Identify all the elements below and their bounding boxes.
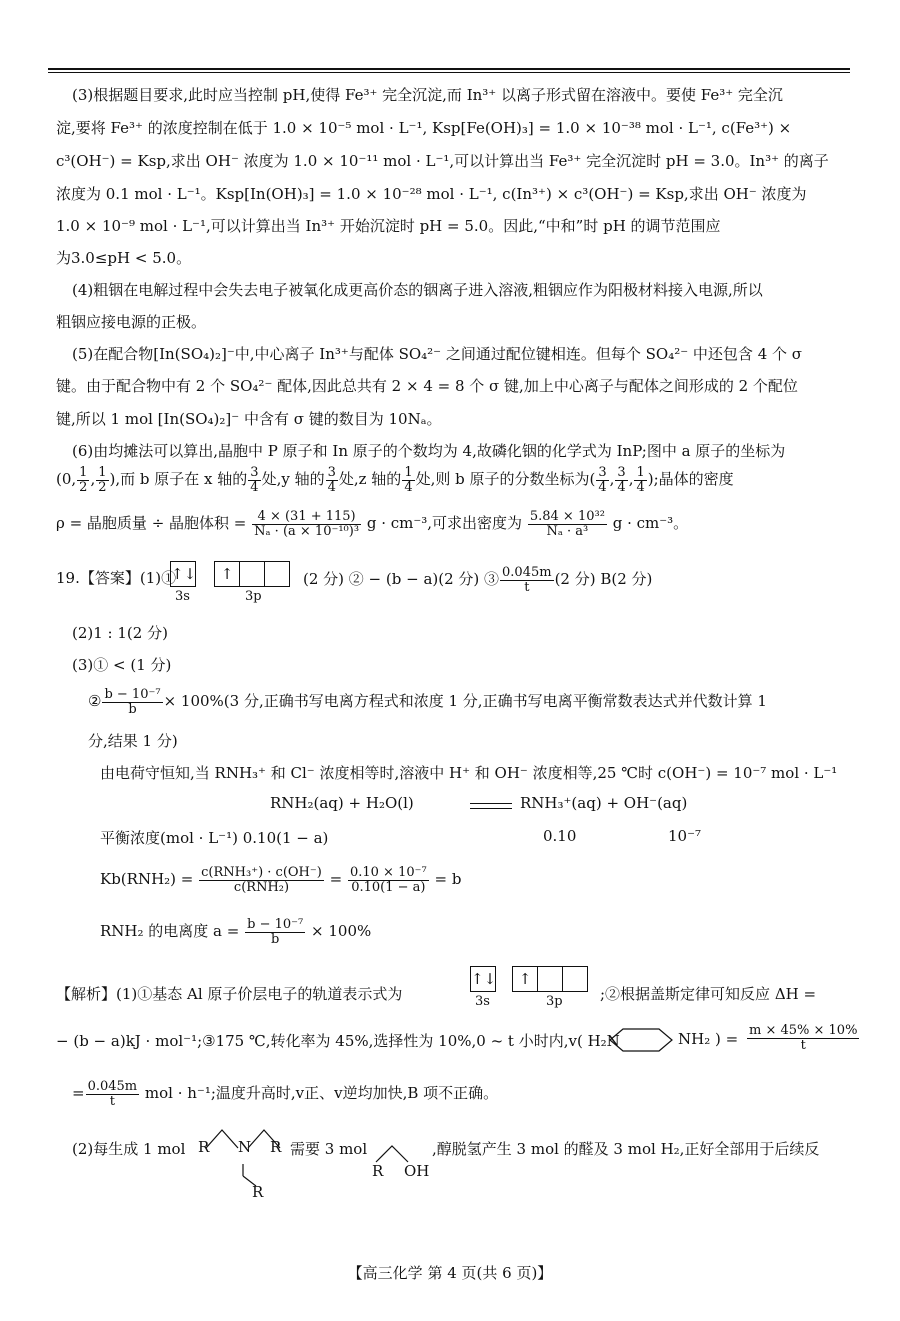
p6-line2: (0, $\frac{1}{2}$ , $\frac{1}{2}$ ),而 b 原子在 x 轴的 $\frac{3}{4}$ 处,y 轴的 $\frac{3}{4}$ 处,z 轴的 $\frac{1}{4}$ 处,则 b 原子的分数坐标为( $\frac{3}{4}$ , $\frac{3}{4}$ , $\frac{1}{4}$ );晶体的密度 bbox=[56, 464, 734, 495]
analysis-line1: 【解析】(1)①基态 Al 原子价层电子的轨道表示式为 bbox=[56, 985, 403, 1003]
q19-answer3-2: ② $\frac{\text{b − 10⁻⁷}}{b}$ × 100%(3 分,正确书写电离方程式和浓度 1 分,正确书写电离平衡常数表达式并代数计算 1 bbox=[88, 686, 767, 717]
header-rule-thin bbox=[48, 72, 850, 73]
p3-line6: 为3.0≤pH < 5.0。 bbox=[56, 249, 192, 267]
p3-line5: 1.0 × 10⁻⁹ mol · L⁻¹,可以计算出当 In³⁺ 开始沉淀时 pH = 5.0。因此,“中和”时 pH 的调节范围应 bbox=[56, 217, 721, 235]
orbital-cell: ↑ bbox=[513, 967, 538, 991]
q19-answer1-rest: (2 分) ② − (b − a)(2 分) ③ $\frac{0.045m}{t}$ (2 分) B(2 分) bbox=[303, 564, 653, 595]
p3-line3: c³(OH⁻) = Ksp,求出 OH⁻ 浓度为 1.0 × 10⁻¹¹ mol · L⁻¹,可以计算出当 Fe³⁺ 完全沉淀时 pH = 3.0。In³⁺ 的离子 bbox=[56, 152, 829, 170]
equilibrium-reactants: RNH₂(aq) + H₂O(l) bbox=[270, 794, 414, 812]
q19-lead: 19.【答案】(1)① bbox=[56, 569, 177, 587]
equilibrium-arrow bbox=[470, 796, 512, 814]
p5-line1: (5)在配合物[In(SO₄)₂]⁻中,中心离子 In³⁺与配体 SO₄²⁻ 之间通过配位键相连。但每个 SO₄²⁻ 中还包含 4 个 σ bbox=[72, 345, 803, 363]
p3-line1: (3)根据题目要求,此时应当控制 pH,使得 Fe³⁺ 完全沉淀,而 In³⁺ 以离子形式留在溶液中。要使 Fe³⁺ 完全沉 bbox=[72, 86, 783, 104]
ionization-degree: RNH₂ 的电离度 a = $\frac{\text{b − 10⁻⁷}}{b}$ × 100% bbox=[100, 916, 372, 947]
orbital-cell bbox=[563, 967, 587, 991]
analysis-line3: = $\frac{0.045m}{t}$ mol · h⁻¹;温度升高时,v正、v逆均加快,B 项不正确。 bbox=[72, 1078, 499, 1109]
q19-answer3-cont: 分,结果 1 分) bbox=[88, 732, 178, 750]
equilibrium-conc-oh: 10⁻⁷ bbox=[668, 827, 702, 845]
amine-N: N bbox=[238, 1138, 252, 1156]
p4-line2: 粗铟应接电源的正极。 bbox=[56, 313, 207, 331]
orbital-3p-label: 3p bbox=[245, 589, 262, 604]
p5-line3: 键,所以 1 mol [In(SO₄)₂]⁻ 中含有 σ 键的数目为 10Nₐ。 bbox=[56, 410, 442, 428]
analysis-orbital-3p-box bbox=[512, 966, 588, 992]
equilibrium-products: RNH₃⁺(aq) + OH⁻(aq) bbox=[520, 794, 688, 812]
analysis-line4-mid: 需要 3 mol bbox=[290, 1140, 368, 1158]
orbital-cell bbox=[538, 967, 563, 991]
p4-line1: (4)粗铟在电解过程中会失去电子被氧化成更高价态的铟离子进入溶液,粗铟应作为阳极材料接入电源,所以 bbox=[72, 281, 763, 299]
orbital-cell: ↑↓ bbox=[471, 970, 497, 988]
orbital-cell bbox=[265, 562, 289, 586]
page-footer: 【高三化学 第 4 页(共 6 页)】 bbox=[347, 1264, 553, 1282]
kb-expression: Kb(RNH₂) = $\frac{\text{c(RNH₃⁺) · c(OH⁻)}}{\text{c(RNH₂)}}$ = $\frac{\text{0.10 × 10⁻⁷}}{0.10(1 - a)}$ = b bbox=[100, 864, 462, 895]
cyclohexane-ring-icon bbox=[606, 1027, 676, 1053]
orbital-3s-box bbox=[170, 561, 196, 587]
analysis-line4-end: ,醇脱氢产生 3 mol 的醛及 3 mol H₂,正好全部用于后续反 bbox=[432, 1140, 820, 1158]
tertiary-amine-structure-icon bbox=[196, 1120, 292, 1202]
orbital-cell: ↑ bbox=[215, 562, 240, 586]
amine-R2: R bbox=[270, 1138, 282, 1156]
orbital-3s-label: 3s bbox=[175, 589, 190, 604]
analysis-orbital-3s-box bbox=[470, 966, 496, 992]
amine-R3: R bbox=[252, 1183, 264, 1201]
amine-R1: R bbox=[198, 1138, 210, 1156]
analysis-line4-start: (2)每生成 1 mol bbox=[72, 1140, 186, 1158]
equilibrium-conc-label: 平衡浓度(mol · L⁻¹) 0.10(1 − a) bbox=[100, 829, 329, 847]
p3-line2: 淀,要将 Fe³⁺ 的浓度控制在低于 1.0 × 10⁻⁵ mol · L⁻¹, Ksp[Fe(OH)₃] = 1.0 × 10⁻³⁸ mol · L⁻¹, c(Fe³⁺) × bbox=[56, 119, 792, 137]
analysis-line2-rate: NH₂ ) = bbox=[678, 1030, 739, 1048]
orbital-cell bbox=[240, 562, 265, 586]
analysis-orbital-3s-label: 3s bbox=[475, 994, 490, 1009]
orbital-3p-box bbox=[214, 561, 290, 587]
analysis-line1-rest: ;②根据盖斯定律可知反应 ΔH = bbox=[600, 985, 817, 1003]
p6-line3: ρ = 晶胞质量 ÷ 晶胞体积 = $\frac{4 \times (31 + 115)}{\text{Nₐ · (a × 10⁻¹⁰)³}}$ g · cm⁻³,可求出密度为 $\frac{\text{5.84 × 10³²}}{\text{Nₐ · a³}}$ g · cm⁻³。 bbox=[56, 508, 689, 539]
alcohol-R: R bbox=[372, 1162, 384, 1180]
analysis-orbital-3p-label: 3p bbox=[546, 994, 563, 1009]
q19-answer3-1: (3)① < (1 分) bbox=[72, 656, 172, 674]
p3-line4: 浓度为 0.1 mol · L⁻¹。Ksp[In(OH)₃] = 1.0 × 10⁻²⁸ mol · L⁻¹, c(In³⁺) × c³(OH⁻) = Ksp,求出 OH⁻ 浓度为 bbox=[56, 185, 807, 203]
q19-charge-conservation: 由电荷守恒知,当 RNH₃⁺ 和 Cl⁻ 浓度相等时,溶液中 H⁺ 和 OH⁻ 浓度相等,25 ℃时 c(OH⁻) = 10⁻⁷ mol · L⁻¹ bbox=[100, 764, 838, 782]
analysis-line2: − (b − a)kJ · mol⁻¹;③175 ℃,转化率为 45%,选择性为 10%,0 ~ t 小时内,v( H₂N bbox=[56, 1032, 620, 1050]
p6-line1: (6)由均摊法可以算出,晶胞中 P 原子和 In 原子的个数均为 4,故磷化铟的化学式为 InP;图中 a 原子的坐标为 bbox=[72, 442, 786, 460]
p5-line2: 键。由于配合物中有 2 个 SO₄²⁻ 配体,因此总共有 2 × 4 = 8 个 σ 键,加上中心离子与配体之间形成的 2 个配位 bbox=[56, 377, 798, 395]
header-rule bbox=[48, 68, 850, 70]
equilibrium-conc-rnh3: 0.10 bbox=[543, 827, 577, 845]
orbital-cell: ↑↓ bbox=[171, 565, 197, 583]
analysis-rate-fraction: $\frac{m \times 45\% \times 10\%}{t}$ bbox=[749, 1022, 858, 1053]
alcohol-OH: OH bbox=[404, 1162, 430, 1180]
q19-answer2: (2)1 : 1(2 分) bbox=[72, 624, 168, 642]
